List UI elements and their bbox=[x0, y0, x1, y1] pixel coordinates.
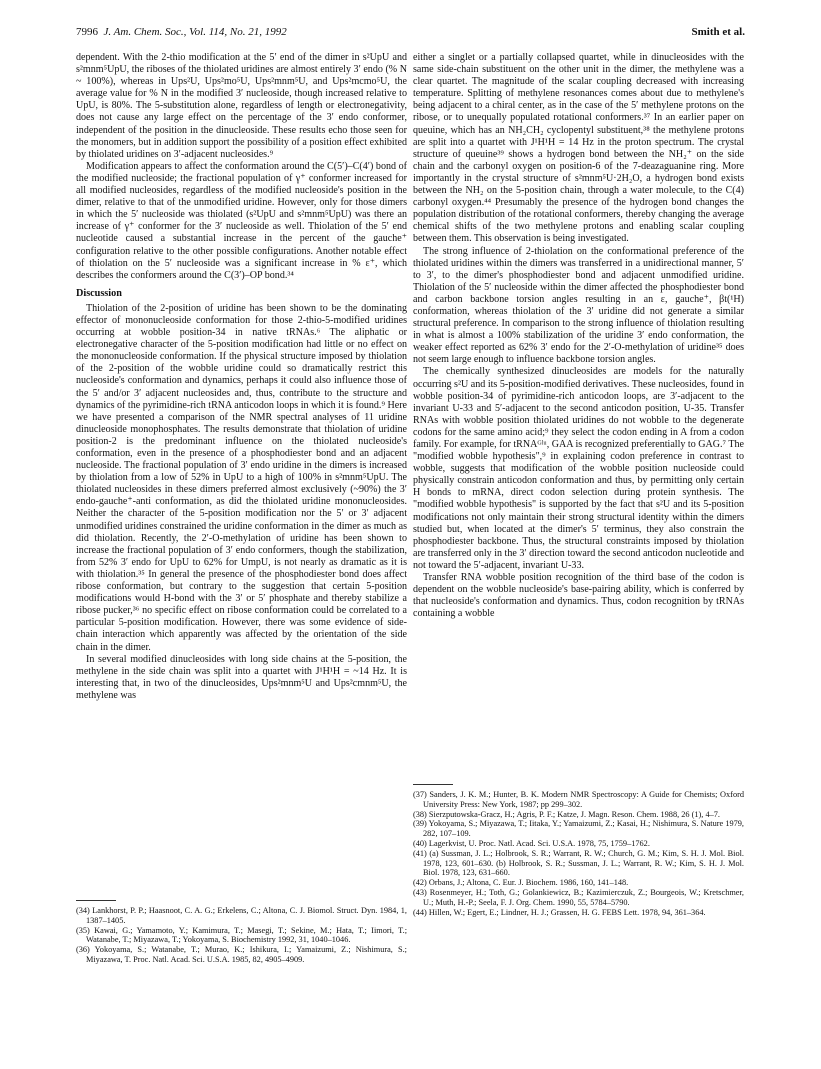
reference-item: (40) Lagerkvist, U. Proc. Natl. Acad. Sci. U.S.A. 1978, 75, 1759–1762. bbox=[413, 838, 650, 848]
reference-item: (36) Yokoyama, S.; Watanabe, T.; Murao, K.; Ishikura, I.; Yamaizumi, Z.; Nishimura, S.; Miyazawa, T. Proc. Natl. Acad. Sci. U.S.A. 1985, 82, 4905–4909. bbox=[76, 945, 407, 964]
paragraph: dependent. With the 2-thio modification at the 5′ end of the dimer in s²UpU and s²mnm⁵UpU, the riboses of the thiolated uridines are almost entirely 3′ endo (% N ~ 100%), whereas in Ups²U, Ups²mo⁵U, Ups²mnm⁵U, and Ups²mcmo⁵U, the average value for % N in the modified 3′ nucleoside, though increased relative to UpU, is 80%. The 5-substitution alone, regardless of length or electronegativity, does not cause any large effect on the percentage of the 3′ endo conformer, independent of the position in the dinucleoside. These results echo those seen for the monomers, but in addition support the possibility of a position effect exhibited by thiolated uridines on 3′-adjacent nucleosides.⁹ bbox=[76, 52, 407, 160]
paragraph: Modification appears to affect the conformation around the C(5′)–C(4′) bond of the modified nucleoside; the fractional population of γ⁺ conformer increased for all modified nucleosides, regardless of the modified nucleoside's position in the dimer, relative to that of the unmodified uridine. However, only for those dimers in which the 5′ nucleoside was thiolated (s²UpU and s²mnm⁵UpU) was there an increase of γ⁺ conformer for the 3′ nucleoside as well. Thiolation of the 5′ end nucleotide caused a substantial increase in the percent of the gauche⁺ configuration relative to the other possible configurations. Another notable effect of thiolation on the 5′ nucleoside was a significant increase in % ε⁺, which describes the conformers around the C(3′)–OP bond.³⁴ bbox=[76, 160, 407, 281]
reference-item: (34) Lankhorst, P. P.; Haasnoot, C. A. G.; Erkelens, C.; Altona, C. J. Biomol. Struct. Dyn. 1984, 1, 1387–1405. bbox=[76, 906, 407, 925]
reference-item: (38) Sierzputowska-Gracz, H.; Agris, P. F.; Katze, J. Magn. Reson. Chem. 1988, 26 (1), 4–7. bbox=[413, 809, 720, 819]
references-right bbox=[413, 790, 744, 917]
paragraph: Transfer RNA wobble position recognition of the third base of the codon is dependent on the wobble nucleoside's base-pairing ability, which is conferred by that nucleoside's conformation and dynamics. Thus, codon recognition by tRNAs containing a wobble bbox=[413, 572, 744, 620]
right-column bbox=[413, 52, 744, 620]
reference-item: (43) Rosenmeyer, H.; Toth, G.; Golankiewicz, B.; Kazimierczuk, Z.; Bourgeois, W.; Kretschmer, U.; Muth, H.-P.; Seela, F. J. Org. Chem. 1990, 55, 5784–5790. bbox=[413, 887, 744, 907]
reference-item: (35) Kawai, G.; Yamamoto, Y.; Kamimura, T.; Masegi, T.; Sekine, M.; Hata, T.; Iimori, T.; Watanabe, T.; Miyazawa, T.; Yokoyama, S. Biochemistry 1992, 31, 1040–1046. bbox=[76, 925, 407, 945]
reference-item: (37) Sanders, J. K. M.; Hunter, B. K. Modern NMR Spectroscopy: A Guide for Chemists; Oxford University Press: New York, 1987; pp 299–302. bbox=[413, 790, 744, 809]
running-header bbox=[76, 26, 745, 42]
journal-citation: J. Am. Chem. Soc., Vol. 114, No. 21, 1992 bbox=[103, 26, 287, 38]
paragraph: In several modified dinucleosides with long side chains at the 5-position, the methylene in the side chain was split into a quartet with J¹H¹H = ~14 Hz. It is interesting that, in two of the dinucleosides, Ups²mnm⁵U and Ups²cmnm⁵U, the methylene was bbox=[76, 653, 407, 701]
footnote-rule bbox=[76, 900, 116, 901]
paragraph: The strong influence of 2-thiolation on the conformational preference of the thiolated uridines within the dimers was transferred in a unidirectional manner, 5′ to 3′, to the dimer's phosphodiester bond and adjacent unmodified uridine. Thiolation of the 5′ nucleoside within the dimer affected the phosphodiester bond and carbon backbone torsion angles resulting in an ε, gauche⁺, βt(¹H) conformation, whereas thiolation of the 3′ uridine did not generate a similar structural preference. In comparison to the strong influence of thiolation resulting in what is almost a 100% stabilization of the uridine 3′ endo conformation, the weaker effect reported as 62% 3′ endo for the 2′-O-methylation of uridine³⁵ does not seem large enough to influence backbone torsion angles. bbox=[413, 245, 744, 366]
reference-item: (39) Yokoyama, S.; Miyazawa, T.; Iitaka, Y.; Yamaizumi, Z.; Kasai, H.; Nishimura, S. Nature 1979, 282, 107–109. bbox=[413, 819, 744, 839]
section-heading: Discussion bbox=[76, 287, 122, 299]
reference-item: (41) (a) Sussman, J. L.; Holbrook, S. R.; Warrant, R. W.; Church, G. M.; Kim, S. H. J. Mol. Biol. 1978, 123, 601–630. (b) Holbrook, S. R.; Sussman, J. L.; Warrant, R. W.; Kim, S. H. J. Mol. Biol. 1978, 123, 631–660. bbox=[413, 848, 744, 878]
paragraph: The chemically synthesized dinucleosides are models for the naturally occurring s²U and its 5-position-modified derivatives. These nucleosides, found in wobble position-34 of pyrimidine-rich anticodon loops, are 3′-adjacent to the invariant U-33 and 5′-adjacent to the second anticodon position, U-35. Transfer RNAs with wobble position thiolated uridines do not wobble to the degenerate codons for the same amino acid;⁹ they select the codon ending in A from a codon family. For example, for tRNAᴳˡᵘ, GAA is recognized preferentially to GAG.⁷ The "modified wobble hypothesis",⁹ in explaining codon preference in contrast to wobble, suggests that modification of the wobble position nucleoside could physically constrain anticodon conformation and thus, by permitting only certain H bonds to mRNA, direct codon selection during protein synthesis. The "modified wobble hypothesis" is supported by the fact that s²U and its 5-position modifications not only maintain their strong structural identity within the dimers studied but, when located at the dimer's 5′ terminus, they also constrain the phosphodiester backbone. Thus, the structural constraints imposed by thiolation are transferred only in the 3′ direction toward the second anticodon nucleotide and not toward the 5′-adjacent, invariant U-33. bbox=[413, 366, 744, 571]
left-column bbox=[76, 52, 407, 702]
references-left bbox=[76, 906, 407, 965]
paragraph: Thiolation of the 2-position of uridine has been shown to be the dominating effector of mononucleoside conformation for those 2-thio-5-modified uridines occurring at wobble position-34 in native tRNAs.⁶ The aliphatic or electronegative character of the 5-position modification had little or no effect on the mononucleoside conformation. If the physical structure imposed by thiolation of the 2-position of the wobble uridine could so dramatically restrict this nucleoside's conformation and dynamics, perhaps it could also influence those of the 5′ and/or 3′ adjacent nucleosides and, thus, contribute to the structure and dynamics of the pyrimidine-rich tRNA anticodon loops in which it is found.⁹ Here we have presented a comparison of the NMR spectral analyses of 11 uridine dinucleoside monophosphates. The results demonstrate that thiolation of uridine position-2 is the predominant influence on the thiolated nucleoside's conformation, even in the presence of a phosphodiester bond and an adjacent nucleoside. The fractional population of 3′ endo uridine in the dimers is increased by thiolation from a low of 52% in UpU to a high of 100% in s²mnm⁵UpU. The thiolated nucleosides in these dimers preferred almost exclusively (~90%) the 3′ endo-gauche⁺-anti conformation, as did the thiolated uridine mononucleosides. Neither the character of the 5-position modification nor the 5′ or 3′ adjacent unmodified uridines constrained the uridine conformation in the dimer as much as did thiolation. Recently, the 2′-O-methylation of uridine has been shown to increase the fractional population of 3′ endo conformers, though the stabilization, from 52% 3′ endo for UpU to 62% for UmpU, is not nearly as dramatic as it is with thiolation.³⁵ In general the presence of the phosphodiester bond does affect ribose conformation, but contrary to the suggestion that certain 5-position modifications would H-bond with the 3′ or 5′ phosphate and thereby stabilize a ribose pucker,³⁶ no specific effect on ribose conformation could be correlated to a particular 5-position modification. However, there was some evidence of side-chain interaction which apparently was affected by the orientation of the side chain in the dimer. bbox=[76, 302, 407, 653]
reference-item: (42) Orbans, J.; Altona, C. Eur. J. Biochem. 1986, 160, 141–148. bbox=[413, 878, 629, 888]
paragraph: either a singlet or a partially collapsed quartet, while in dinucleosides with the same side-chain substituent on the other unit in the dimer, the methylene was a clear quartet. The magnitude of the scalar coupling decreased with increasing temperature. Splitting of methylene resonances comes about due to methylene's being adjacent to a chiral center, as in the case of the 5′ methylene protons on the ribose, or to unequally populated rotational conformers.³⁷ In an earlier paper on queuine, which has an NH₂CH₂ cyclopentyl substituent,³⁸ the methylene protons are split into a quartet with J¹H¹H = 14 Hz in the proton spectrum. The crystal structure of queuine³⁹ shows a hydrogen bond between the NH₂⁺ on the side chain and the carbonyl oxygen on position-6 of the 7-deazaguanine ring. More importantly in the crystal structure of s²mnm⁵U·2H₂O, a hydrogen bond exists between the NH₂ on the 5-position chain, through a water molecule, to the C(4) carbonyl oxygen.⁴⁴ Presumably the presence of the hydrogen bond changes the population distribution of the rotational conformers, thereby changing the average chemical shifts of the two methylene protons and enabling scalar coupling between them. This observation is being investigated. bbox=[413, 52, 744, 245]
header-authors: Smith et al. bbox=[691, 26, 745, 38]
header-left bbox=[76, 26, 287, 38]
page-number: 7996 bbox=[76, 26, 98, 38]
footnote-rule bbox=[413, 784, 453, 785]
reference-item: (44) Hillen, W.; Egert, E.; Lindner, H. J.; Grassen, H. G. FEBS Lett. 1978, 94, 361–364. bbox=[413, 907, 706, 917]
